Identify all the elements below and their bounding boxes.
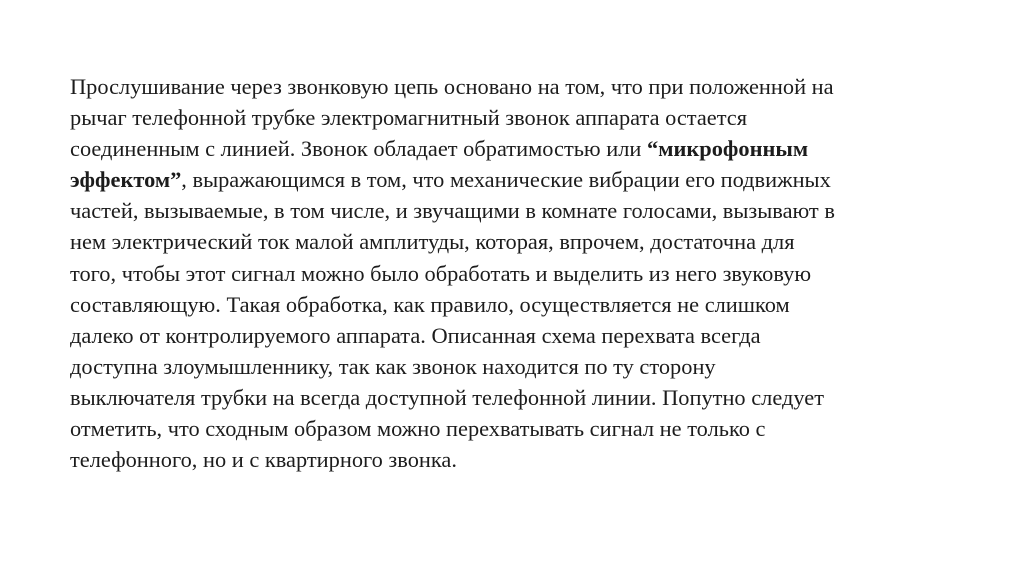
paragraph-line-10: доступна злоумышленнику, так как звонок находится по ту сторону xyxy=(70,353,716,379)
paragraph-line-7: того, чтобы этот сигнал можно было обработать и выделить из него звуковую xyxy=(70,260,812,286)
paragraph-line-3 xyxy=(70,133,958,164)
paragraph-line-5: частей, вызываемые, в том числе, и звучащими в комнате голосами, вызывают в xyxy=(70,198,835,224)
paragraph-line-4-text: , выражающимся в том, что механические вибрации его подвижных xyxy=(181,167,831,193)
paragraph-line-9: далеко от контролируемого аппарата. Описанная схема перехвата всегда xyxy=(70,322,761,348)
body-paragraph xyxy=(70,71,958,475)
paragraph-line-13: телефонного, но и с квартирного звонка. xyxy=(70,447,457,473)
paragraph-line-8: составляющую. Такая обработка, как правило, осуществляется не слишком xyxy=(70,291,790,317)
paragraph-line-2: рычаг телефонной трубке электромагнитный звонок аппарата остается xyxy=(70,105,748,131)
bold-term-part-2: эффектом” xyxy=(70,167,182,193)
paragraph-line-12: отметить, что сходным образом можно перехватывать сигнал не только с xyxy=(70,416,766,442)
bold-term-part-1: “микрофонным xyxy=(647,136,809,162)
paragraph-line-11: выключателя трубки на всегда доступной телефонной линии. Попутно следует xyxy=(70,384,824,410)
paragraph-line-4 xyxy=(70,164,958,195)
paragraph-line-6: нем электрический ток малой амплитуды, которая, впрочем, достаточна для xyxy=(70,229,795,255)
paragraph-line-3-text: соединенным с линией. Звонок обладает обратимостью или xyxy=(70,136,647,162)
paragraph-line-1: Прослушивание через звонковую цепь основано на том, что при положенной на xyxy=(70,74,834,99)
